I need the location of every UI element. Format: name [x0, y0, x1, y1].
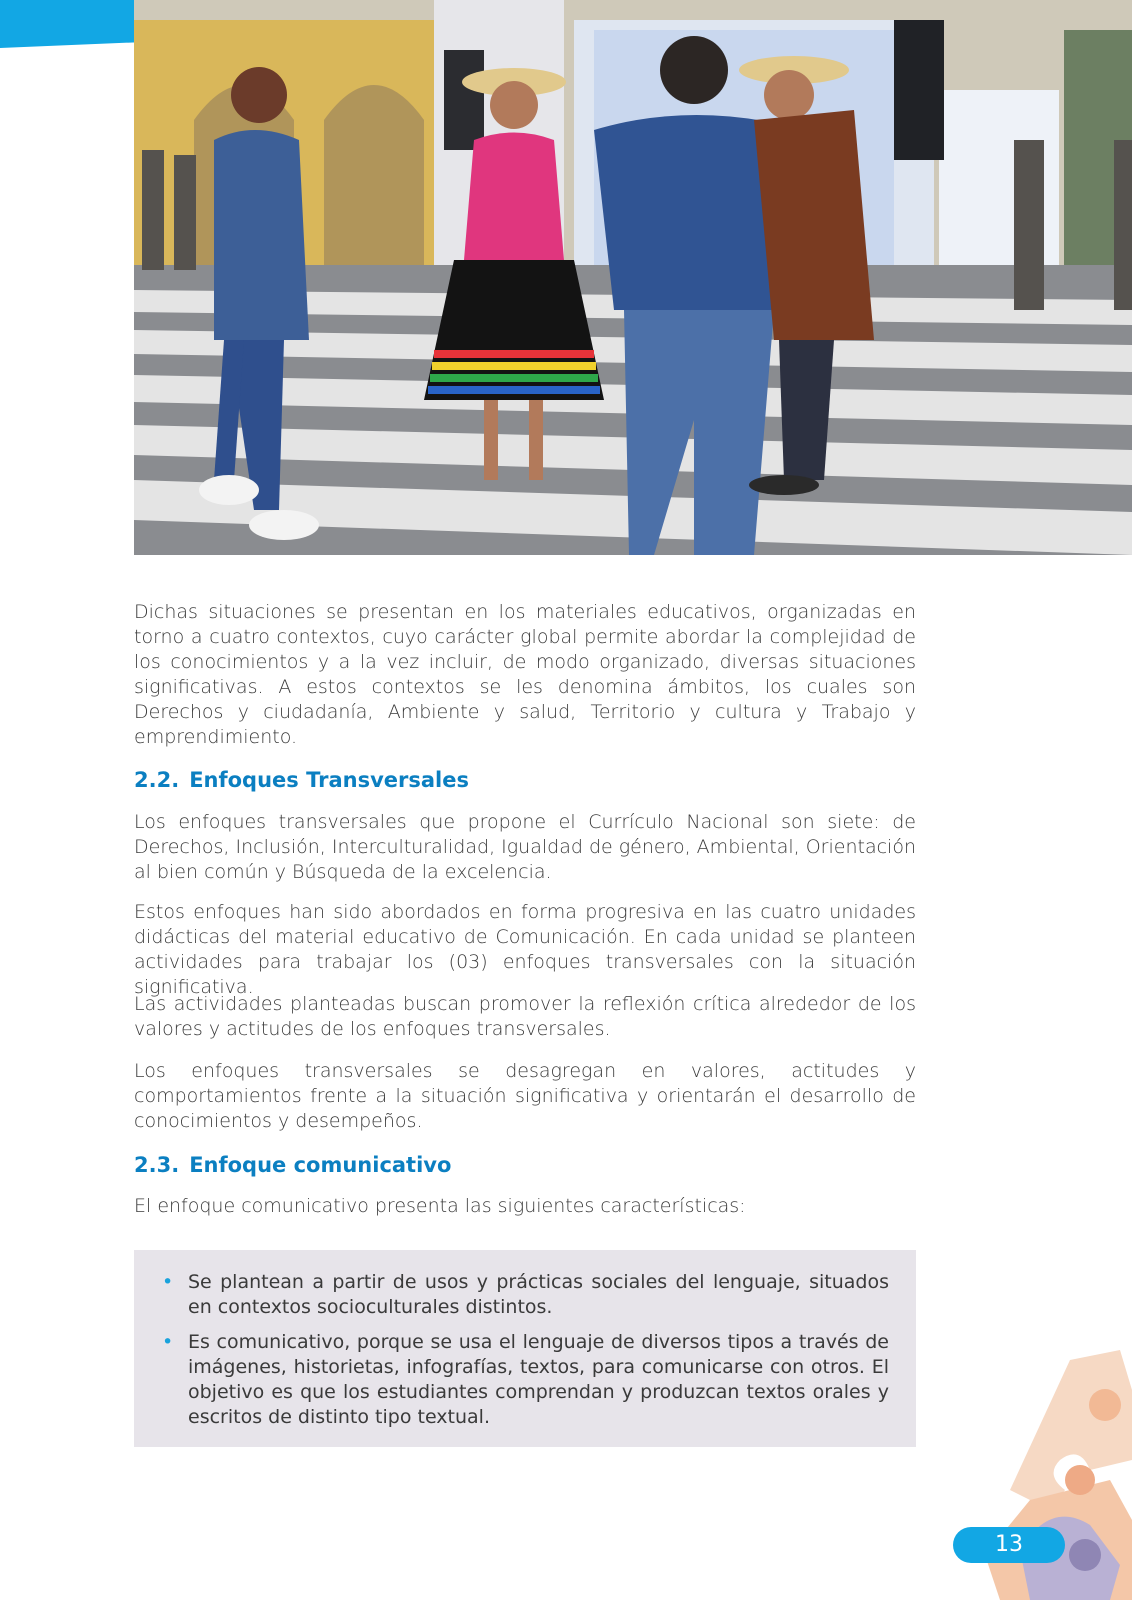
page-number-badge: 13: [953, 1527, 1065, 1563]
bullet-icon: •: [162, 1271, 174, 1293]
section-heading-2-3: [134, 1152, 916, 1178]
list-item: [162, 1270, 889, 1320]
section-number: 2.2.: [134, 768, 180, 792]
list-item-text: Es comunicativo, porque se usa el lenguaje de diversos tipos a través de imágenes, historietas, infografías, textos, para comunicarse con otros. El objetivo es que los estudiantes comprendan y produzcan textos orales y escritos de distinto tipo textual.: [188, 1331, 889, 1428]
characteristics-list: [134, 1250, 916, 1430]
section-heading-2-2: [134, 767, 916, 793]
paragraph: Los enfoques transversales que propone el Currículo Nacional son siete: de Derechos, Inclusión, Interculturalidad, Igualdad de género, Ambiental, Orientación al bien común y Búsqueda de la excelencia.: [134, 811, 916, 883]
list-item-text: Se plantean a partir de usos y prácticas sociales del lenguaje, situados en contextos socioculturales distintos.: [188, 1271, 889, 1318]
section-title: Enfoques Transversales: [189, 768, 469, 792]
photo-dancers: [134, 0, 1132, 555]
paragraph: Estos enfoques han sido abordados en forma progresiva en las cuatro unidades didácticas del material educativo de Comunicación. En cada unidad se planteen actividades para trabajar los (03) enfoques transversales con la situación significativa.: [134, 901, 916, 998]
section-title: Enfoque comunicativo: [189, 1153, 452, 1177]
paragraph: Las actividades planteadas buscan promover la reflexión crítica alrededor de los valores y actitudes de los enfoques transversales.: [134, 993, 916, 1040]
bullet-icon: •: [162, 1331, 174, 1353]
list-item: [162, 1330, 889, 1430]
section-number: 2.3.: [134, 1153, 180, 1177]
paragraph: Los enfoques transversales se desagregan en valores, actitudes y comportamientos frente a la situación significativa y orientarán el desarrollo de conocimientos y desempeños.: [134, 1060, 916, 1132]
section-intro: El enfoque comunicativo presenta las siguientes características:: [134, 1195, 746, 1217]
characteristics-box: [134, 1250, 916, 1447]
intro-paragraph: Dichas situaciones se presentan en los materiales educativos, organizadas en torno a cuatro contextos, cuyo carácter global permite abordar la complejidad de los conocimientos y a la vez incluir, de modo organizado, diversas situaciones significativas. A estos contextos se les denomina ámbitos, los cuales son Derechos y ciudadanía, Ambiente y salud, Territorio y cultura y Trabajo y emprendimiento.: [134, 601, 916, 748]
